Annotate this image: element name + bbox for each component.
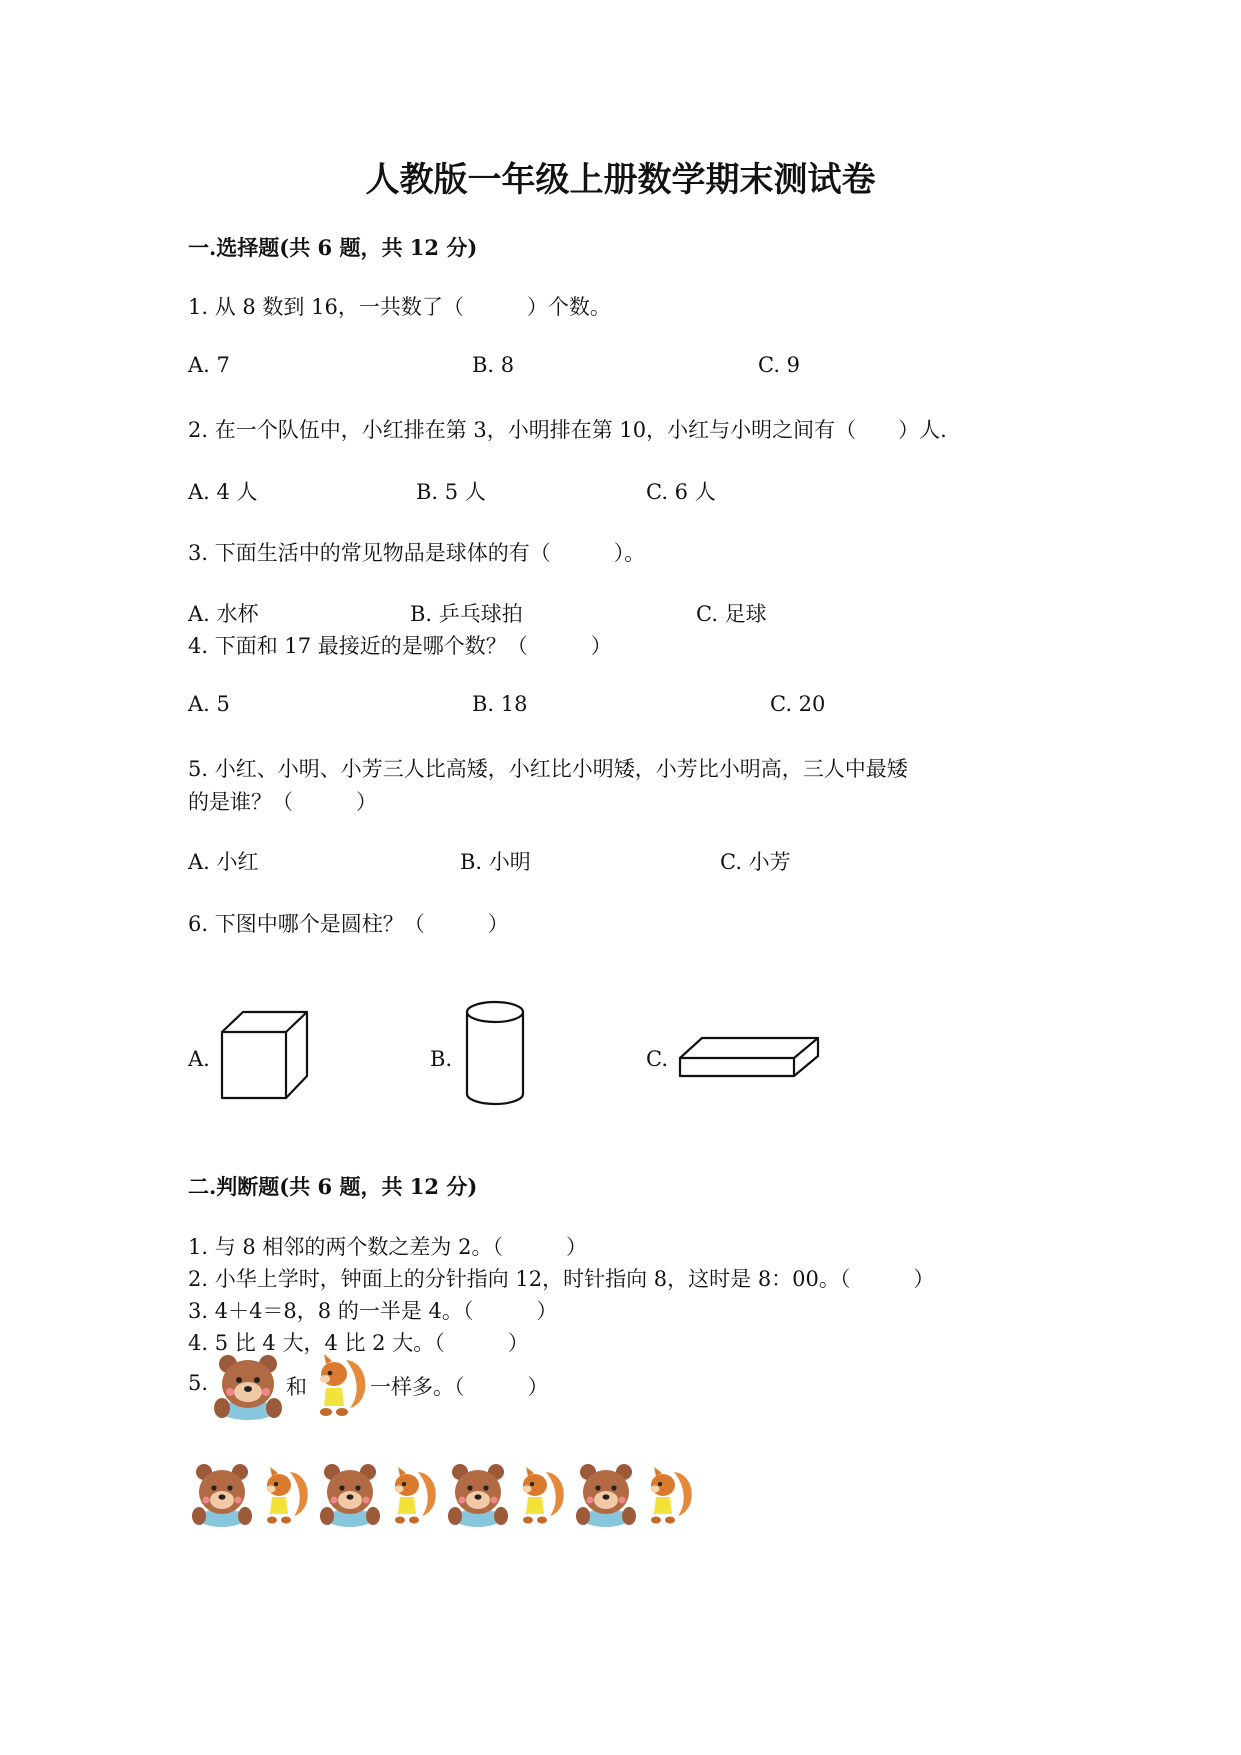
q1-option-a: A. 7	[188, 353, 230, 377]
q1-option-b: B. 8	[472, 353, 515, 377]
q1-option-c: C. 9	[758, 353, 801, 377]
flat-box-figure	[676, 1032, 824, 1082]
q2-option-b: B. 5 人	[416, 480, 486, 504]
judgment-item-2: 2. 小华上学时，钟面上的分针指向 12，时针指向 8，这时是 8：00。（ ）	[188, 1267, 935, 1291]
question-2: 2. 在一个队伍中，小红排在第 3，小明排在第 10，小红与小明之间有（ ）人.	[188, 418, 947, 442]
section-heading-choice: 一.选择题(共 6 题，共 12 分)	[188, 235, 478, 260]
q6-option-c: C.	[646, 1047, 668, 1071]
q3-option-c: C. 足球	[696, 602, 767, 626]
bear-icon	[212, 1350, 284, 1424]
judgment-item-5-middle: 和	[286, 1375, 307, 1399]
question-1: 1. 从 8 数到 16，一共数了（ ）个数。	[188, 295, 611, 319]
q2-option-c: C. 6 人	[646, 480, 716, 504]
section-heading-judgment: 二.判断题(共 6 题，共 12 分)	[188, 1174, 478, 1199]
cube-figure	[216, 1004, 312, 1104]
q6-option-b: B.	[430, 1047, 453, 1071]
cylinder-figure	[460, 998, 530, 1110]
q5-option-a: A. 小红	[188, 850, 259, 874]
q4-option-c: C. 20	[770, 692, 826, 716]
judgment-item-5-suffix: 一样多。（ ）	[370, 1375, 549, 1399]
q5-option-c: C. 小芳	[720, 850, 791, 874]
question-4: 4. 下面和 17 最接近的是哪个数？（ ）	[188, 634, 612, 658]
q4-option-b: B. 18	[472, 692, 528, 716]
question-5-line-1: 5. 小红、小明、小芳三人比高矮，小红比小明矮，小芳比小明高，三人中最矮	[188, 757, 908, 781]
q5-option-b: B. 小明	[460, 850, 531, 874]
q3-option-a: A. 水杯	[188, 602, 259, 626]
judgment-item-3: 3. 4＋4＝8，8 的一半是 4。（ ）	[188, 1299, 558, 1323]
page-title: 人教版一年级上册数学期末测试卷	[365, 160, 876, 200]
question-5-line-2: 的是谁？（ ）	[188, 790, 377, 814]
q3-option-b: B. 乒乓球拍	[410, 602, 523, 626]
q4-option-a: A. 5	[188, 692, 230, 716]
animal-row	[190, 1458, 750, 1528]
judgment-item-4: 4. 5 比 4 大，4 比 2 大。（ ）	[188, 1331, 529, 1355]
judgment-item-5-prefix: 5.	[188, 1371, 209, 1395]
judgment-item-1: 1. 与 8 相邻的两个数之差为 2。（ ）	[188, 1235, 587, 1259]
q6-option-a: A.	[188, 1047, 210, 1071]
squirrel-icon	[310, 1352, 370, 1422]
question-3: 3. 下面生活中的常见物品是球体的有（ ）。	[188, 541, 646, 565]
q2-option-a: A. 4 人	[188, 480, 258, 504]
question-6: 6. 下图中哪个是圆柱？（ ）	[188, 912, 509, 936]
